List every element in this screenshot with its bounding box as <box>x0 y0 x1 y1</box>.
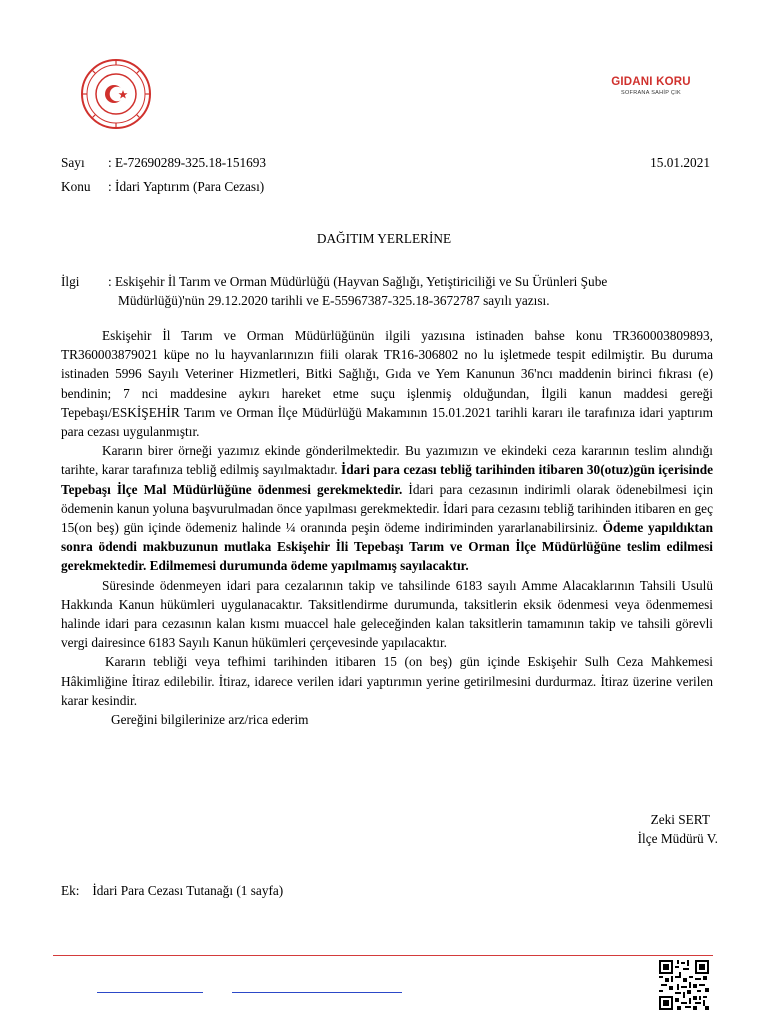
paragraph-4: Kararın tebliği veya tefhimi tarihinden itibaren 15 (on beş) gün içinde Eskişehir Sulh Ceza Mahkemesi Hâkimliğine İtiraz edilebilir. İtiraz, idarece verilen idari yaptırımın yerine getirilmesini durdurmaz. İtiraz üzerine verilen karar kesindir. <box>61 654 713 708</box>
paragraph-2-text-a: Kararın birer örneği yazımız ekinde gönderilmektedir. Bu yazımızın ve ekindeki ceza kararının teslim alındığı tarihte, karar tarafınıza tebliğ edilmiş sayılmaktadır. <box>61 443 713 478</box>
document-title: DAĞITIM YERLERİNE <box>316 231 452 246</box>
sayi-value: : E-72690289-325.18-151693 <box>108 155 267 170</box>
qr-code-icon <box>659 960 709 1010</box>
paragraph-2-bold-b: İdari para cezası tebliğ tarihinden itibaren 30(otuz)gün içerisinde Tepebaşı İlçe Mal Müdürlüğüne ödenmesi gerekmektedir. <box>61 462 713 497</box>
attachment-value: İdari Para Cezası Tutanağı (1 sayfa) <box>92 883 284 898</box>
paragraph-2-bold-d: Ödeme yapıldıktan sonra ödendi makbuzunun mutlaka Eskişehir İli Tepebaşı Tarım ve Orman İlçe Müdürlüğüne teslim edilmesi gerekmektedir. Edilmemesi durumunda ödeme yapılmamış sayılacaktır. <box>61 520 713 574</box>
sayi-label: Sayı <box>61 155 85 170</box>
gidani-koru-logo <box>606 76 696 106</box>
letter-body <box>61 326 713 729</box>
brand-slogan: SOFRANA SAHİP ÇIK <box>620 90 681 96</box>
attachment-line <box>61 881 283 900</box>
paragraph-3: Süresinde ödenmeyen idari para cezalarının takip ve tahsilinde 6183 sayılı Amme Alacaklarının Tahsili Usulü Hakkında Kanun hükümleri uygulanacaktır. Taksitlendirme durumunda, taksitlerin eksik ödenmesi veya ödenmemesi halinde idari para cezasının kalan kısmı muaccel hale geleceğinden kalan taksitlerin tamamının takip ve tahsili görevli vergi dairesince 6183 Sayılı Kanun hükümleri çerçevesinde yapılacaktır. <box>61 577 713 651</box>
footer-link-2[interactable] <box>232 992 402 993</box>
ilgi-reference <box>108 272 708 310</box>
konu-value: : İdari Yaptırım (Para Cezası) <box>108 179 265 194</box>
closing-line: Gereğini bilgilerinize arz/rica ederim <box>111 712 309 728</box>
attachment-label: Ek: <box>61 883 80 898</box>
signature-block <box>638 810 718 848</box>
ministry-seal-logo <box>80 58 152 130</box>
paragraph-1: Eskişehir İl Tarım ve Orman Müdürlüğünün ilgili yazısına istinaden bahse konu TR360003809893, TR360003879021 küpe no lu hayvanlarınızın fiili olarak TR16-306802 no lu işletmede tespit edilmiştir. Bu duruma istinaden 5996 Sayılı Veteriner Hizmetleri, Bitki Sağlığı, Gıda ve Yem Kanunun 36'ncı maddenin birinci fıkrası (e) bendinin; 7 nci maddesine aykırı hareket etme suçu işlenmiş olduğundan, İlgili kanun maddesi gereği Tepebaşı/ESKİŞEHİR Tarım ve Orman İlçe Müdürlüğü Makamının 15.01.2021 tarihli kararı ile tarafınıza idari yaptırım para cezası uygulanmıştır. <box>61 328 713 440</box>
ilgi-line-1: : Eskişehir İl Tarım ve Orman Müdürlüğü (Hayvan Sağlığı, Yetiştiriciliği ve Su Ürünleri Şube <box>108 274 608 289</box>
konu-label: Konu <box>61 179 91 194</box>
ilgi-line-2: Müdürlüğü)'nün 29.12.2020 tarihli ve E-55967387-325.18-3672787 sayılı yazısı. <box>118 293 550 309</box>
ilgi-label: İlgi <box>61 274 80 289</box>
paragraph-2 <box>61 441 713 575</box>
signer-title: İlçe Müdürü V. <box>637 831 718 847</box>
document-date: 15.01.2021 <box>650 155 710 170</box>
footer-divider <box>53 955 713 956</box>
brand-name: GIDANI KORU <box>611 76 691 88</box>
footer-link-1[interactable] <box>97 992 203 993</box>
paragraph-2-text-c: İdari para cezasının indirimli olarak ödenebilmesi için ödemenin kanun yoluna başvurulmadan önce yapılması gerekmektedir. İdari para cezasını tebliğ tarihinden itibaren en geç 15(on beş) gün içinde ödemeniz halinde ¼ oranında peşin ödeme indiriminden yararlanabilirsiniz. <box>61 481 713 536</box>
signer-name: Zeki SERT <box>650 812 710 827</box>
